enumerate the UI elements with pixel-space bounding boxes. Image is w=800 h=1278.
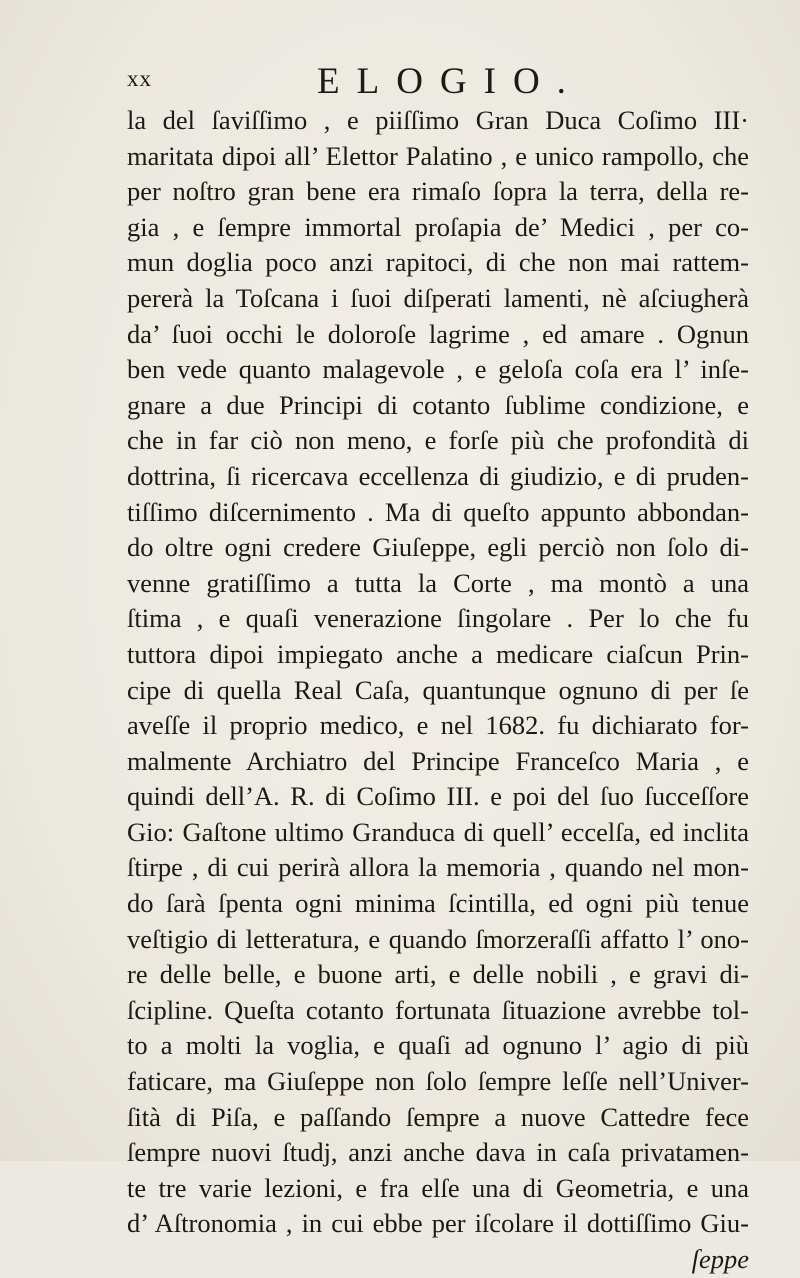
text-line: cipe di quella Real Caſa, quantunque ognuno di per ſe [127, 674, 749, 705]
text-line: venne gratiſſimo a tutta la Corte , ma montò a una [127, 567, 749, 598]
text-line: maritata dipoi all’ Elettor Palatino , e unico rampollo, che [127, 140, 749, 171]
text-line: d’ Aſtronomia , in cui ebbe per iſcolare il dottiſſimo Giu- [127, 1208, 749, 1239]
body-text [127, 103, 749, 1278]
text-line: dottrina, ſi ricercava eccellenza di giudizio, e di pruden- [127, 460, 749, 491]
text-line: ben vede quanto malagevole , e geloſa coſa era l’ inſe- [127, 354, 749, 385]
text-line: faticare, ma Giuſeppe non ſolo ſempre leſſe nell’Univer- [127, 1066, 749, 1097]
text-line: do oltre ogni credere Giuſeppe, egli perciò non ſolo di- [127, 532, 749, 563]
text-line: Gio: Gaſtone ultimo Granduca di quell’ eccelſa, ed inclita [127, 816, 749, 847]
catchword: ſeppe [691, 1244, 749, 1274]
text-line: aveſſe il proprio medico, e nel 1682. fu dichiarato for- [127, 710, 749, 741]
text-line: do ſarà ſpenta ogni minima ſcintilla, ed ogni più tenue [127, 888, 749, 919]
text-line: malmente Archiatro del Principe Franceſco Maria , e [127, 745, 749, 776]
text-line: ſempre nuovi ſtudj, anzi anche dava in caſa privatamen- [127, 1137, 749, 1168]
page-title: ELOGIO. [317, 61, 583, 102]
text-line: la del ſaviſſimo , e piiſſimo Gran Duca Coſimo III· [127, 105, 749, 135]
text-line: ſtirpe , di cui perirà allora la memoria , quando nel mon- [127, 852, 749, 883]
text-line: mun doglia poco anzi rapitoci, di che non mai rattem- [127, 247, 749, 278]
text-line: che in far ciò non meno, e forſe più che profondità di [127, 425, 749, 456]
text-line: tuttora dipoi impiegato anche a medicare ciaſcun Prin- [127, 638, 749, 669]
text-line: da’ ſuoi occhi le doloroſe lagrime , ed amare . Ognun [127, 318, 749, 349]
text-line: re delle belle, e buone arti, e delle nobili , e gravi di- [127, 959, 749, 990]
text-line: quindi dell’A. R. di Coſimo III. e poi del ſuo ſucceſſore [127, 781, 749, 812]
text-line: te tre varie lezioni, e fra elſe una di Geometria, e una [127, 1172, 749, 1203]
running-head [127, 60, 747, 100]
text-line: gnare a due Principi di cotanto ſublime condizione, e [127, 389, 749, 420]
page-number: xx [127, 66, 152, 91]
text-line: ſtima , e quaſi venerazione ſingolare . Per lo che fu [127, 603, 749, 634]
text-line: to a molti la voglia, e quaſi ad ognuno l’ agio di più [127, 1030, 749, 1061]
text-line: per noſtro gran bene era rimaſo ſopra la terra, della re- [127, 176, 749, 207]
text-line: ſità di Piſa, e paſſando ſempre a nuove Cattedre fece [127, 1101, 749, 1132]
text-line: ſcipline. Queſta cotanto fortunata ſituazione avrebbe tol- [127, 994, 749, 1025]
text-line: tiſſimo diſcernimento . Ma di queſto appunto abbondan- [127, 496, 749, 527]
text-line: veſtigio di letteratura, e quando ſmorzeraſſi affatto l’ ono- [127, 923, 749, 954]
text-line: pererà la Toſcana i ſuoi diſperati lamenti, nè aſciugherà [127, 282, 749, 313]
text-line: gia , e ſempre immortal proſapia de’ Medici , per co- [127, 211, 749, 242]
